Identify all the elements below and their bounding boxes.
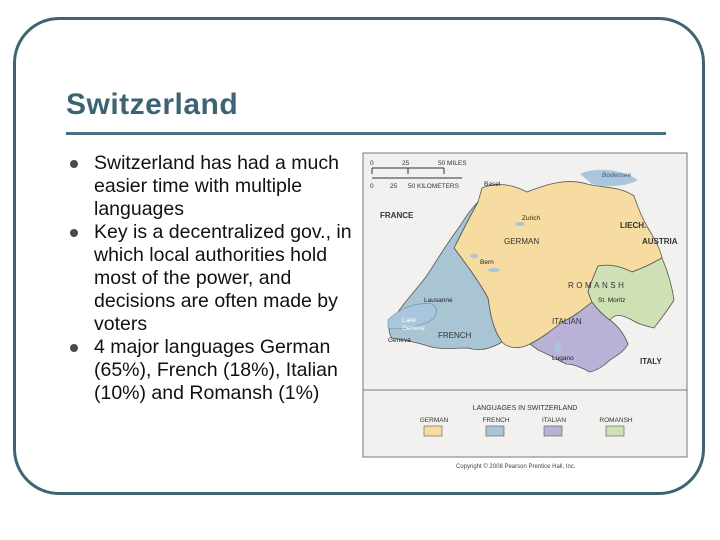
label-austria: AUSTRIA <box>642 237 678 246</box>
label-french-region: FRENCH <box>438 331 472 340</box>
scale-mile-50: 50 MILES <box>438 160 467 167</box>
bullet-dot-icon <box>70 229 78 237</box>
scale-km-0: 0 <box>370 183 374 190</box>
lake-zurich <box>515 222 525 226</box>
label-lake-line-2: Geneva <box>402 325 425 332</box>
legend-title: LANGUAGES IN SWITZERLAND <box>472 405 578 412</box>
legend-label-german: GERMAN <box>419 417 449 424</box>
bullet-text: Key is a decentralized gov., in which local authorities hold most of the power, and decisions are often made by voters <box>94 221 352 335</box>
legend-label-romansh: ROMANSH <box>599 417 633 424</box>
label-basel: Basel <box>484 181 501 188</box>
legend-swatch-italian <box>544 426 562 436</box>
label-bodensee: Bodensee <box>602 172 632 179</box>
bullet-dot-icon <box>70 160 78 168</box>
title-underline <box>66 132 666 135</box>
legend-swatch-french <box>486 426 504 436</box>
lake-maggiore <box>555 342 561 354</box>
label-lausanne: Lausanne <box>424 297 453 304</box>
scale-mile-0: 0 <box>370 160 374 167</box>
lake-neuchatel <box>470 254 478 258</box>
map-svg <box>362 152 688 474</box>
legend-swatch-german <box>424 426 442 436</box>
label-bern: Bern <box>480 259 494 266</box>
bullet-item <box>66 336 366 405</box>
legend-label-italian: ITALIAN <box>541 417 567 424</box>
slide-title: Switzerland <box>66 88 239 121</box>
label-romansh-region: ROMANSH <box>568 281 627 290</box>
legend-label-french: FRENCH <box>482 417 510 424</box>
legend-swatch-romansh <box>606 426 624 436</box>
bullet-list <box>66 152 366 405</box>
map-copyright: Copyright © 2008 Pearson Prentice Hall, Inc. <box>456 464 576 470</box>
label-german-region: GERMAN <box>504 237 540 246</box>
label-geneva: Geneva <box>388 337 411 344</box>
bullet-item <box>66 152 366 221</box>
lake-thun <box>488 268 500 272</box>
label-liechtenstein: LIECH. <box>620 221 647 230</box>
bullet-text: 4 major languages German (65%), French (18%), Italian (10%) and Romansh (1%) <box>94 336 338 404</box>
bullet-dot-icon <box>70 344 78 352</box>
label-italian-region: ITALIAN <box>552 317 582 326</box>
bullet-item <box>66 221 366 336</box>
scale-km-25: 25 <box>390 183 398 190</box>
label-lugano: Lugano <box>552 355 574 362</box>
scale-km-50: 50 KILOMETERS <box>408 183 459 190</box>
label-italy: ITALY <box>640 357 662 366</box>
label-lake-line-1: Lake <box>402 317 417 324</box>
label-zurich: Zurich <box>522 215 541 222</box>
label-st-moritz: St. Moritz <box>598 297 626 304</box>
scale-mile-25: 25 <box>402 160 410 167</box>
label-france: FRANCE <box>380 211 414 220</box>
language-map <box>362 152 688 474</box>
bullet-text: Switzerland has had a much easier time with multiple languages <box>94 152 339 220</box>
